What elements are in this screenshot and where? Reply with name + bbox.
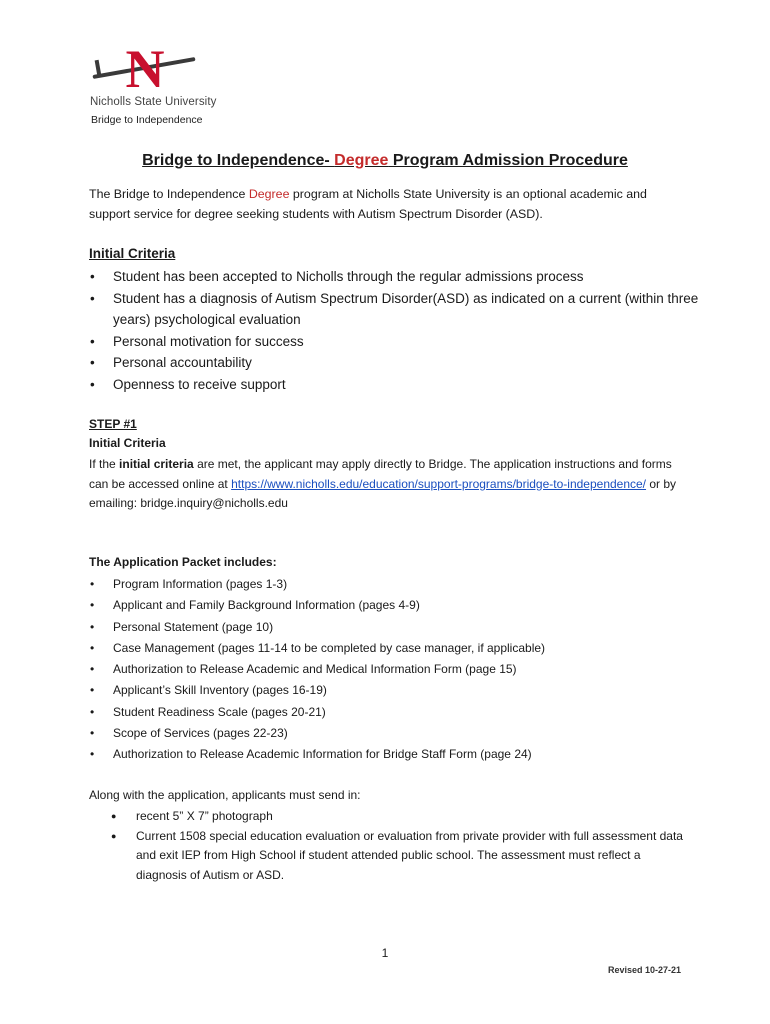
revised-date: Revised 10-27-21 [607,965,681,975]
program-link[interactable]: https://www.nicholls.edu/education/support-programs/bridge-to-independence/ [231,476,647,491]
step-subheading: Initial Criteria [89,436,166,450]
list-item: • Personal Statement (page 10) [89,617,699,638]
list-item: • Program Information (pages 1-3) [89,574,699,595]
list-item: • Case Management (pages 11-14 to be completed by case manager, if applicable) [89,638,699,659]
list-item: • Authorization to Release Academic Information for Bridge Staff Form (page 24) [89,744,699,765]
title-highlight: Degree [334,152,389,169]
list-item: • Student has a diagnosis of Autism Spectrum Disorder(ASD) as indicated on a current (within three years) psychological evaluation [89,288,699,331]
list-item: • Applicant’s Skill Inventory (pages 16-19) [89,680,699,701]
list-item: ● Current 1508 special education evaluation or evaluation from private provider with full assessment data and exit IEP from High School if student attended public school. The assessment must reflect a diagnosis of Autism or ASD. [111,827,691,886]
packet-heading: The Application Packet includes: [89,555,277,569]
list-item: • Applicant and Family Background Information (pages 4-9) [89,595,699,616]
send-in-list [111,807,691,885]
list-item: • Personal motivation for success [89,331,699,353]
initial-criteria-list [89,266,699,395]
send-in-intro: Along with the application, applicants must send in: [89,788,361,802]
intro-paragraph: The Bridge to Independence Degree program at Nicholls State University is an optional academic and support service for degree seeking students with Autism Spectrum Disorder (ASD). [89,187,647,221]
step-heading: STEP #1 [89,417,137,431]
university-name: Nicholls State University [90,96,217,108]
list-item: • Scope of Services (pages 22-23) [89,723,699,744]
list-item: ● recent 5” X 7” photograph [111,807,691,827]
nicholls-logo [90,39,217,110]
logo-letter: N [125,39,163,99]
list-item: • Personal accountability [89,352,699,374]
program-tag: Bridge to Independence [91,114,203,126]
packet-list [89,574,699,766]
initial-criteria-heading: Initial Criteria [89,246,176,261]
list-item: • Student Readiness Scale (pages 20-21) [89,702,699,723]
page-number: 1 [381,946,389,960]
list-item: • Student has been accepted to Nicholls through the regular admissions process [89,266,699,288]
intro-highlight: Degree [248,187,290,201]
list-item: • Openness to receive support [89,374,699,396]
list-item: • Authorization to Release Academic and Medical Information Form (page 15) [89,659,699,680]
step-paragraph: If the initial criteria are met, the applicant may apply directly to Bridge. The application instructions and forms can be accessed online at https://www.nicholls.edu/education/support-programs/bridge-to-independence/ or by emailing: bridge.inquiry@nicholls.edu [89,457,677,510]
page-title: Bridge to Independence- Degree Program Admission Procedure [142,152,628,169]
